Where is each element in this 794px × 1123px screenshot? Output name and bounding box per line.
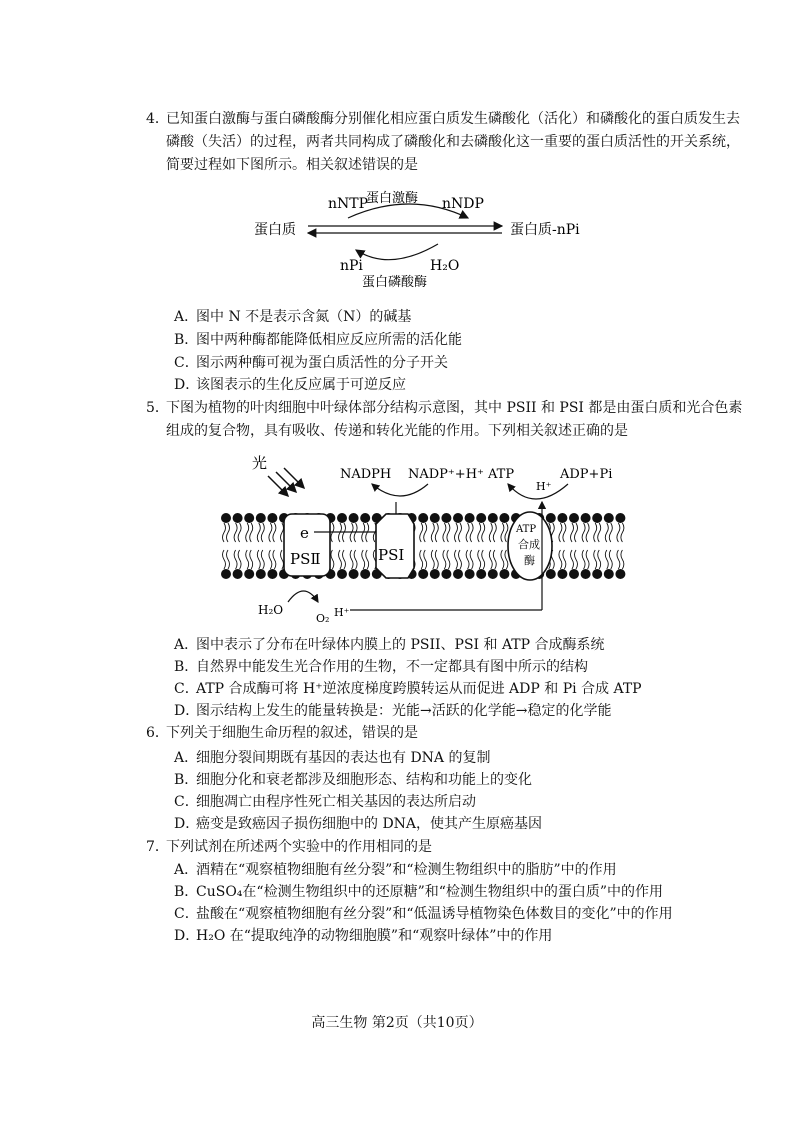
- phosphorylation-diagram: [240, 188, 640, 292]
- phospholipid-tail: [571, 523, 578, 542]
- question-stem: 下列关于细胞生命历程的叙述，错误的是: [166, 725, 418, 741]
- option-letter: B．: [174, 332, 199, 348]
- electron-label: e: [300, 524, 309, 542]
- q6-option-c[interactable]: [174, 791, 476, 813]
- option-text: 细胞凋亡由程序性死亡相关基因的表达所启动: [196, 794, 476, 810]
- phospholipid-head: [267, 513, 277, 523]
- phospholipid-head: [476, 569, 486, 579]
- q5-option-d[interactable]: [174, 700, 611, 722]
- phospholipid-head: [615, 569, 625, 579]
- phospholipid-tail: [466, 550, 473, 569]
- phospholipid-tail: [605, 550, 612, 569]
- hplus-bottom-label: H⁺: [334, 606, 350, 619]
- phospholipid-head: [244, 513, 254, 523]
- phospholipid-tail: [269, 550, 276, 569]
- option-text: 盐酸在“观察植物细胞有丝分裂”和“低温诱导植物染色体数目的变化”中的作用: [196, 906, 673, 922]
- protein-pi-label: 蛋白质-nPi: [510, 222, 580, 238]
- phospholipid-head: [546, 513, 556, 523]
- phospholipid-head: [488, 513, 498, 523]
- q7-option-a[interactable]: [174, 859, 617, 881]
- phospholipid-tail: [223, 523, 230, 542]
- question-4: [146, 108, 746, 177]
- phospholipid-tail: [501, 523, 508, 542]
- ps2-label: PSⅡ: [290, 550, 321, 568]
- phospholipid-tail: [582, 550, 589, 569]
- phospholipid-head: [465, 569, 475, 579]
- phospholipid-head: [557, 513, 567, 523]
- atp-label: ATP: [488, 467, 515, 482]
- phospholipid-tail: [234, 523, 241, 542]
- phospholipid-head: [349, 569, 359, 579]
- ntp-label: nNTP: [328, 196, 369, 212]
- adp-label: ADP+Pi: [560, 467, 613, 482]
- option-letter: A．: [174, 309, 199, 325]
- phospholipid-head: [476, 513, 486, 523]
- option-letter: A．: [174, 862, 199, 878]
- h2o-label: H₂O: [258, 603, 284, 617]
- light-arrow: [276, 472, 296, 492]
- phospholipid-head: [546, 569, 556, 579]
- phospholipid-head: [221, 513, 231, 523]
- q4-option-b[interactable]: [174, 329, 462, 351]
- question-stem: 已知蛋白激酶与蛋白磷酸酶分别催化相应蛋白质发生磷酸化（活化）和磷酸化的蛋白质发生去磷酸（失活）的过程，两者共同构成了磷酸化和去磷酸化这一重要的蛋白质活性的开关系统，简要过程如下图所示。相关叙述错误的是: [166, 111, 740, 173]
- water-split-arrow: [288, 591, 318, 602]
- phospholipid-head: [360, 513, 370, 523]
- phospholipid-head: [233, 513, 243, 523]
- phospholipid-head: [581, 513, 591, 523]
- option-text: 图中两种酶都能降低相应反应所需的活化能: [196, 332, 462, 348]
- phospholipid-tail: [431, 550, 438, 569]
- q5-option-c[interactable]: [174, 678, 642, 700]
- phospholipid-tail: [350, 550, 357, 569]
- question-number: 7．: [146, 839, 169, 855]
- phospholipid-head: [615, 513, 625, 523]
- option-letter: B．: [174, 884, 199, 900]
- phospholipid-head: [337, 513, 347, 523]
- phospholipid-tail: [223, 550, 230, 569]
- phospholipid-tail: [559, 550, 566, 569]
- phospholipid-tail: [582, 523, 589, 542]
- question-number: 4．: [146, 111, 169, 127]
- atp-synthase-label: 酶: [524, 554, 535, 567]
- phospholipid-head: [430, 513, 440, 523]
- option-letter: C．: [174, 681, 199, 697]
- hplus-top-label: H⁺: [536, 480, 552, 493]
- phospholipid-head: [360, 569, 370, 579]
- phospholipid-head: [418, 513, 428, 523]
- phospholipid-head: [256, 513, 266, 523]
- option-text: 细胞分化和衰老都涉及细胞形态、结构和功能上的变化: [196, 772, 532, 788]
- option-text: 酒精在“观察植物细胞有丝分裂”和“检测生物组织中的脂肪”中的作用: [196, 862, 617, 878]
- option-letter: C．: [174, 794, 199, 810]
- atp-synthase-label: ATP: [516, 524, 537, 535]
- option-letter: D．: [174, 703, 200, 719]
- phospholipid-tail: [478, 523, 485, 542]
- phospholipid-tail: [466, 523, 473, 542]
- option-text: 图中 N 不是表示含氮（N）的碱基: [196, 309, 412, 325]
- question-number: 5．: [146, 400, 169, 416]
- phospholipid-head: [441, 569, 451, 579]
- phospholipid-head: [430, 569, 440, 579]
- phospholipid-tail: [257, 523, 264, 542]
- phospholipid-tail: [594, 523, 601, 542]
- protein-label: 蛋白质: [254, 222, 296, 238]
- option-letter: D．: [174, 816, 200, 832]
- phospholipid-tail: [269, 523, 276, 542]
- phospholipid-tail: [420, 523, 427, 542]
- phospholipid-head: [592, 513, 602, 523]
- phospholipid-head: [499, 513, 509, 523]
- nadph-arc-arrow: [372, 484, 428, 496]
- phospholipid-head: [488, 569, 498, 579]
- phospholipid-head: [581, 569, 591, 579]
- q5-option-a[interactable]: [174, 634, 605, 656]
- phospholipid-tail: [571, 550, 578, 569]
- option-text: 该图表示的生化反应属于可逆反应: [196, 377, 406, 393]
- option-text: 图示结构上发生的能量转换是：光能→活跃的化学能→稳定的化学能: [196, 703, 612, 719]
- phospholipid-tail: [246, 550, 253, 569]
- option-text: ATP 合成酶可将 H⁺逆浓度梯度跨膜转运从而促进 ADP 和 Pi 合成 ATP: [196, 681, 642, 697]
- lipid-bilayer: [221, 513, 625, 579]
- phospholipid-tail: [559, 523, 566, 542]
- phospholipid-head: [604, 513, 614, 523]
- option-letter: C．: [174, 906, 199, 922]
- q7-option-c[interactable]: [174, 903, 673, 925]
- option-text: 细胞分裂间期既有基因的表达也有 DNA 的复制: [196, 750, 491, 766]
- phospholipid-tail: [478, 550, 485, 569]
- light-arrow: [284, 468, 304, 488]
- phospholipid-head: [499, 569, 509, 579]
- option-letter: A．: [174, 637, 199, 653]
- phospholipid-head: [267, 569, 277, 579]
- phospholipid-tail: [489, 550, 496, 569]
- phospholipid-head: [557, 569, 567, 579]
- q7-option-d[interactable]: [174, 925, 552, 947]
- o2-label: O₂: [316, 612, 330, 625]
- question-7: [146, 836, 746, 859]
- phospholipid-head: [453, 569, 463, 579]
- phosphatase-label: 蛋白磷酸酶: [362, 275, 428, 290]
- q4-option-c[interactable]: [174, 352, 448, 374]
- q5-option-b[interactable]: [174, 656, 588, 678]
- phospholipid-head: [337, 569, 347, 579]
- nadp-label: NADP⁺+H⁺: [408, 467, 484, 482]
- phospholipid-head: [349, 513, 359, 523]
- option-text: CuSO₄在“检测生物组织中的还原糖”和“检测生物组织中的蛋白质”中的作用: [196, 884, 664, 900]
- phospholipid-tail: [501, 550, 508, 569]
- question-stem: 下列试剂在所述两个实验中的作用相同的是: [166, 839, 432, 855]
- phospholipid-head: [256, 569, 266, 579]
- option-letter: A．: [174, 750, 199, 766]
- phospholipid-tail: [443, 523, 450, 542]
- pi-label: nPi: [340, 258, 363, 274]
- phospholipid-head: [221, 569, 231, 579]
- phospholipid-head: [604, 569, 614, 579]
- option-letter: B．: [174, 772, 199, 788]
- phospholipid-head: [592, 569, 602, 579]
- question-5: [146, 397, 746, 443]
- phospholipid-head: [465, 513, 475, 523]
- question-number: 6．: [146, 725, 169, 741]
- option-text: H₂O 在“提取纯净的动物细胞膜”和“观察叶绿体”中的作用: [196, 928, 553, 944]
- q7-option-b[interactable]: [174, 881, 663, 903]
- phospholipid-tail: [617, 523, 624, 542]
- phospholipid-tail: [339, 550, 346, 569]
- thylakoid-membrane-diagram: [218, 448, 638, 628]
- phospholipid-tail: [489, 523, 496, 542]
- question-6: [146, 722, 746, 745]
- q6-option-b[interactable]: [174, 769, 532, 791]
- phospholipid-tail: [431, 523, 438, 542]
- phospholipid-head: [441, 513, 451, 523]
- kinase-label: 蛋白激酶: [366, 191, 419, 206]
- light-arrow: [268, 476, 288, 496]
- phospholipid-tail: [455, 523, 462, 542]
- phospholipid-tail: [420, 550, 427, 569]
- phospholipid-tail: [362, 550, 369, 569]
- option-text: 图示两种酶可视为蛋白质活性的分子开关: [196, 355, 448, 371]
- phospholipid-head: [569, 569, 579, 579]
- question-stem: 下图为植物的叶肉细胞中叶绿体部分结构示意图，其中 PSII 和 PSI 都是由蛋白质和光合色素组成的复合物，具有吸收、传递和转化光能的作用。下列相关叙述正确的是: [166, 400, 743, 439]
- phospholipid-tail: [605, 523, 612, 542]
- phospholipid-tail: [246, 523, 253, 542]
- phospholipid-tail: [455, 550, 462, 569]
- phospholipid-head: [569, 513, 579, 523]
- option-text: 图中表示了分布在叶绿体内膜上的 PSII、PSI 和 ATP 合成酶系统: [196, 637, 605, 653]
- q6-option-a[interactable]: [174, 747, 490, 769]
- option-text: 癌变是致癌因子损伤细胞中的 DNA，使其产生原癌基因: [196, 816, 543, 832]
- phosphatase-arc-arrow: [356, 244, 438, 260]
- q6-option-d[interactable]: [174, 813, 542, 835]
- phospholipid-head: [244, 569, 254, 579]
- atp-synthase-label: 合成: [518, 538, 540, 551]
- option-letter: B．: [174, 659, 199, 675]
- ndp-label: nNDP: [442, 196, 484, 212]
- option-text: 自然界中能发生光合作用的生物，不一定都具有图中所示的结构: [196, 659, 588, 675]
- option-letter: D．: [174, 377, 200, 393]
- phospholipid-head: [418, 569, 428, 579]
- page-footer: 高三生物 第2页（共10页）: [311, 1015, 483, 1031]
- phospholipid-head: [233, 569, 243, 579]
- phospholipid-tail: [617, 550, 624, 569]
- q4-option-a[interactable]: [174, 306, 411, 328]
- light-label: 光: [252, 454, 268, 472]
- q4-option-d[interactable]: [174, 374, 406, 396]
- option-letter: C．: [174, 355, 199, 371]
- phospholipid-tail: [257, 550, 264, 569]
- phospholipid-tail: [443, 550, 450, 569]
- option-letter: D．: [174, 928, 200, 944]
- h2o-label: H₂O: [430, 258, 460, 274]
- phospholipid-head: [453, 513, 463, 523]
- phospholipid-tail: [234, 550, 241, 569]
- ps1-label: PSⅠ: [378, 546, 405, 564]
- nadph-label: NADPH: [340, 467, 392, 482]
- phospholipid-tail: [594, 550, 601, 569]
